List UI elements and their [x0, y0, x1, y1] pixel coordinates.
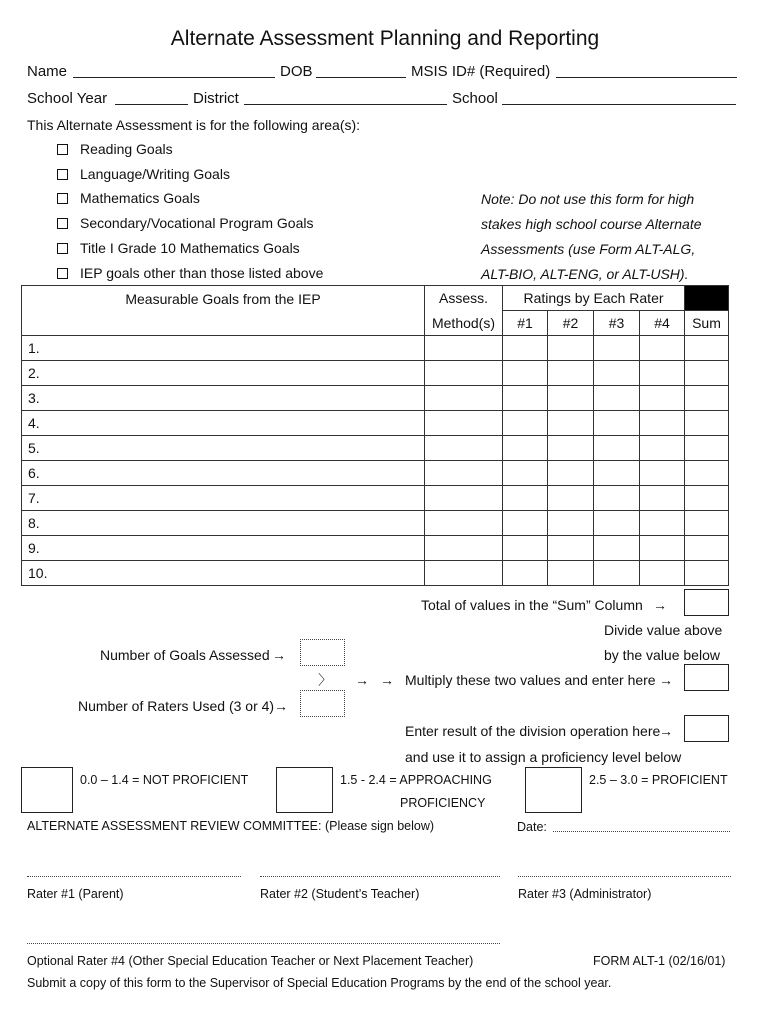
checkbox-icon[interactable]	[57, 268, 68, 279]
rater-1-header: #1	[503, 311, 548, 336]
approaching-label-1: 1.5 - 2.4 = APPROACHING	[340, 773, 492, 787]
raters-used-box[interactable]	[300, 690, 345, 717]
not-proficient-label: 0.0 – 1.4 = NOT PROFICIENT	[80, 773, 249, 787]
rater-3-cell[interactable]	[594, 511, 640, 536]
areas-intro: This Alternate Assessment is for the following area(s):	[27, 117, 361, 133]
assess-method-cell[interactable]	[425, 386, 503, 411]
assess-method-cell[interactable]	[425, 561, 503, 586]
name-field[interactable]	[73, 77, 275, 78]
page-title: Alternate Assessment Planning and Reporting	[170, 27, 600, 50]
sum-cell[interactable]	[685, 461, 729, 486]
rater-4-cell[interactable]	[640, 536, 685, 561]
school-year-field[interactable]	[115, 104, 188, 105]
area-language-writing[interactable]: Language/Writing Goals	[57, 166, 230, 182]
assess-method-cell[interactable]	[425, 361, 503, 386]
checkbox-icon[interactable]	[57, 243, 68, 254]
rater-4-cell[interactable]	[640, 436, 685, 461]
table-row	[22, 411, 729, 436]
rater-4-cell[interactable]	[640, 511, 685, 536]
rater-3-cell[interactable]	[594, 436, 640, 461]
assess-method-cell[interactable]	[425, 411, 503, 436]
rater-1-signature[interactable]	[27, 876, 241, 877]
checkbox-icon[interactable]	[57, 144, 68, 155]
rater-2-cell[interactable]	[548, 461, 594, 486]
assign-level-label: and use it to assign a proficiency level below	[405, 749, 682, 765]
assess-method-cell[interactable]	[425, 436, 503, 461]
assess-header-2: Method(s)	[425, 311, 503, 336]
total-sum-box[interactable]	[684, 589, 729, 616]
school-label: School	[452, 90, 498, 107]
note-line-4: ALT-BIO, ALT-ENG, or ALT-USH).	[481, 266, 689, 282]
dob-field[interactable]	[316, 77, 406, 78]
rater-1-cell[interactable]	[503, 336, 548, 361]
sum-cell[interactable]	[685, 486, 729, 511]
assess-method-cell[interactable]	[425, 461, 503, 486]
goal-cell[interactable]: 9.	[22, 536, 425, 561]
note-line-1: Note: Do not use this form for high	[481, 191, 695, 207]
arrow-icon: →	[380, 672, 394, 688]
rater-4-signature[interactable]	[27, 943, 500, 944]
district-field[interactable]	[244, 104, 447, 105]
approaching-label-2: PROFICIENCY	[400, 796, 486, 810]
rater-1-cell[interactable]	[503, 486, 548, 511]
rater-3-cell[interactable]	[594, 361, 640, 386]
table-row	[22, 486, 729, 511]
arrow-icon: →	[653, 597, 667, 613]
arrow-icon: →	[355, 672, 369, 688]
table-row	[22, 461, 729, 486]
sum-cell[interactable]	[685, 536, 729, 561]
rater-3-cell[interactable]	[594, 411, 640, 436]
rater-2-cell[interactable]	[548, 511, 594, 536]
goal-cell[interactable]: 10.	[22, 561, 425, 586]
proficient-box[interactable]	[525, 767, 582, 813]
rater-1-cell[interactable]	[503, 361, 548, 386]
rater-1-cell[interactable]	[503, 411, 548, 436]
not-proficient-box[interactable]	[21, 767, 73, 813]
goal-cell[interactable]: 3.	[22, 386, 425, 411]
form-id: FORM ALT-1 (02/16/01)	[593, 954, 726, 968]
rater-3-header: #3	[594, 311, 640, 336]
goal-cell[interactable]: 2.	[22, 361, 425, 386]
rater-3-label: Rater #3 (Administrator)	[518, 887, 652, 901]
arrow-icon: →	[272, 647, 286, 663]
district-label: District	[193, 90, 239, 107]
checkbox-icon[interactable]	[57, 169, 68, 180]
area-secondary-vocational[interactable]: Secondary/Vocational Program Goals	[57, 215, 313, 231]
rater-2-cell[interactable]	[548, 536, 594, 561]
rater-4-cell[interactable]	[640, 386, 685, 411]
school-field[interactable]	[502, 104, 736, 105]
raters-used-label: Number of Raters Used (3 or 4)	[78, 698, 275, 714]
division-result-box[interactable]	[684, 715, 729, 742]
goal-cell[interactable]: 4.	[22, 411, 425, 436]
rater-4-cell[interactable]	[640, 361, 685, 386]
date-label: Date:	[517, 820, 547, 834]
rater-2-label: Rater #2 (Student’s Teacher)	[260, 887, 420, 901]
table-row	[22, 561, 729, 586]
rater-4-header: #4	[640, 311, 685, 336]
goal-cell[interactable]: 7.	[22, 486, 425, 511]
sum-cell[interactable]	[685, 336, 729, 361]
assess-method-cell[interactable]	[425, 486, 503, 511]
submit-instructions: Submit a copy of this form to the Supervisor of Special Education Programs by the end of the school year.	[27, 976, 612, 990]
rater-2-header: #2	[548, 311, 594, 336]
proficient-label: 2.5 – 3.0 = PROFICIENT	[589, 773, 728, 787]
checkbox-icon[interactable]	[57, 193, 68, 204]
rater-2-cell[interactable]	[548, 361, 594, 386]
rater-2-cell[interactable]	[548, 411, 594, 436]
arrow-icon: →	[659, 672, 673, 688]
dob-label: DOB	[280, 63, 313, 80]
sum-cell[interactable]	[685, 436, 729, 461]
assess-method-cell[interactable]	[425, 536, 503, 561]
sum-cell[interactable]	[685, 361, 729, 386]
table-row	[22, 361, 729, 386]
note-line-3: Assessments (use Form ALT-ALG,	[481, 241, 696, 257]
rater-4-cell[interactable]	[640, 411, 685, 436]
rater-2-cell[interactable]	[548, 486, 594, 511]
table-row	[22, 536, 729, 561]
goals-table	[21, 285, 729, 586]
area-reading[interactable]: Reading Goals	[57, 141, 173, 157]
rater-3-cell[interactable]	[594, 561, 640, 586]
rater-3-cell[interactable]	[594, 461, 640, 486]
divide-line-2: by the value below	[604, 647, 720, 663]
area-mathematics[interactable]: Mathematics Goals	[57, 190, 200, 206]
rater-2-cell[interactable]	[548, 336, 594, 361]
table-row	[22, 436, 729, 461]
goal-cell[interactable]: 5.	[22, 436, 425, 461]
assess-method-cell[interactable]	[425, 511, 503, 536]
goals-assessed-box[interactable]	[300, 639, 345, 666]
committee-label: ALTERNATE ASSESSMENT REVIEW COMMITTEE: (Please sign below)	[27, 819, 435, 833]
area-title-i-math[interactable]: Title I Grade 10 Mathematics Goals	[57, 240, 300, 256]
approaching-box[interactable]	[276, 767, 333, 813]
goal-cell[interactable]: 1.	[22, 336, 425, 361]
rater-1-cell[interactable]	[503, 511, 548, 536]
rater-3-signature[interactable]	[518, 876, 731, 877]
rater-4-label: Optional Rater #4 (Other Special Education Teacher or Next Placement Teacher)	[27, 954, 474, 968]
table-row	[22, 336, 729, 361]
rater-2-cell[interactable]	[548, 386, 594, 411]
rater-2-signature[interactable]	[260, 876, 500, 877]
rater-1-cell[interactable]	[503, 436, 548, 461]
rater-3-cell[interactable]	[594, 486, 640, 511]
product-box[interactable]	[684, 664, 729, 691]
rater-1-label: Rater #1 (Parent)	[27, 887, 124, 901]
rater-3-cell[interactable]	[594, 336, 640, 361]
rater-4-cell[interactable]	[640, 461, 685, 486]
sum-header: Sum	[685, 311, 729, 336]
rater-2-cell[interactable]	[548, 561, 594, 586]
enter-result-label: Enter result of the division operation here	[405, 723, 661, 739]
assess-method-cell[interactable]	[425, 336, 503, 361]
arrow-icon: →	[659, 723, 673, 739]
goal-cell[interactable]: 8.	[22, 511, 425, 536]
rater-4-cell[interactable]	[640, 486, 685, 511]
name-label: Name	[27, 63, 68, 80]
rater-4-cell[interactable]	[640, 561, 685, 586]
rater-2-cell[interactable]	[548, 436, 594, 461]
total-label: Total of values in the “Sum” Column	[421, 597, 643, 613]
school-year-label: School Year	[27, 90, 108, 107]
sum-cell[interactable]	[685, 386, 729, 411]
sum-cell[interactable]	[685, 411, 729, 436]
rater-4-cell[interactable]	[640, 336, 685, 361]
checkbox-icon[interactable]	[57, 218, 68, 229]
goal-cell[interactable]: 6.	[22, 461, 425, 486]
goals-header: Measurable Goals from the IEP	[22, 286, 425, 336]
area-other-iep[interactable]: IEP goals other than those listed above	[57, 265, 323, 281]
rater-3-cell[interactable]	[594, 536, 640, 561]
rater-3-cell[interactable]	[594, 386, 640, 411]
date-field[interactable]	[553, 831, 730, 832]
assess-header-1: Assess.	[425, 286, 503, 311]
rater-1-cell[interactable]	[503, 561, 548, 586]
rater-1-cell[interactable]	[503, 461, 548, 486]
msis-field[interactable]	[556, 77, 737, 78]
msis-label: MSIS ID# (Required)	[411, 63, 551, 80]
table-row	[22, 386, 729, 411]
ratings-header: Ratings by Each Rater	[503, 286, 685, 311]
rater-1-cell[interactable]	[503, 536, 548, 561]
arrow-icon: →	[274, 698, 288, 714]
sum-cell[interactable]	[685, 561, 729, 586]
note-line-2: stakes high school course Alternate	[481, 216, 702, 232]
angle-bracket-icon: 〉	[318, 672, 332, 688]
table-row	[22, 511, 729, 536]
rater-1-cell[interactable]	[503, 386, 548, 411]
divide-line-1: Divide value above	[604, 622, 723, 638]
goals-assessed-label: Number of Goals Assessed	[100, 647, 270, 663]
sum-cell[interactable]	[685, 511, 729, 536]
blacked-out-cell	[685, 286, 729, 311]
multiply-label: Multiply these two values and enter here	[405, 672, 656, 688]
